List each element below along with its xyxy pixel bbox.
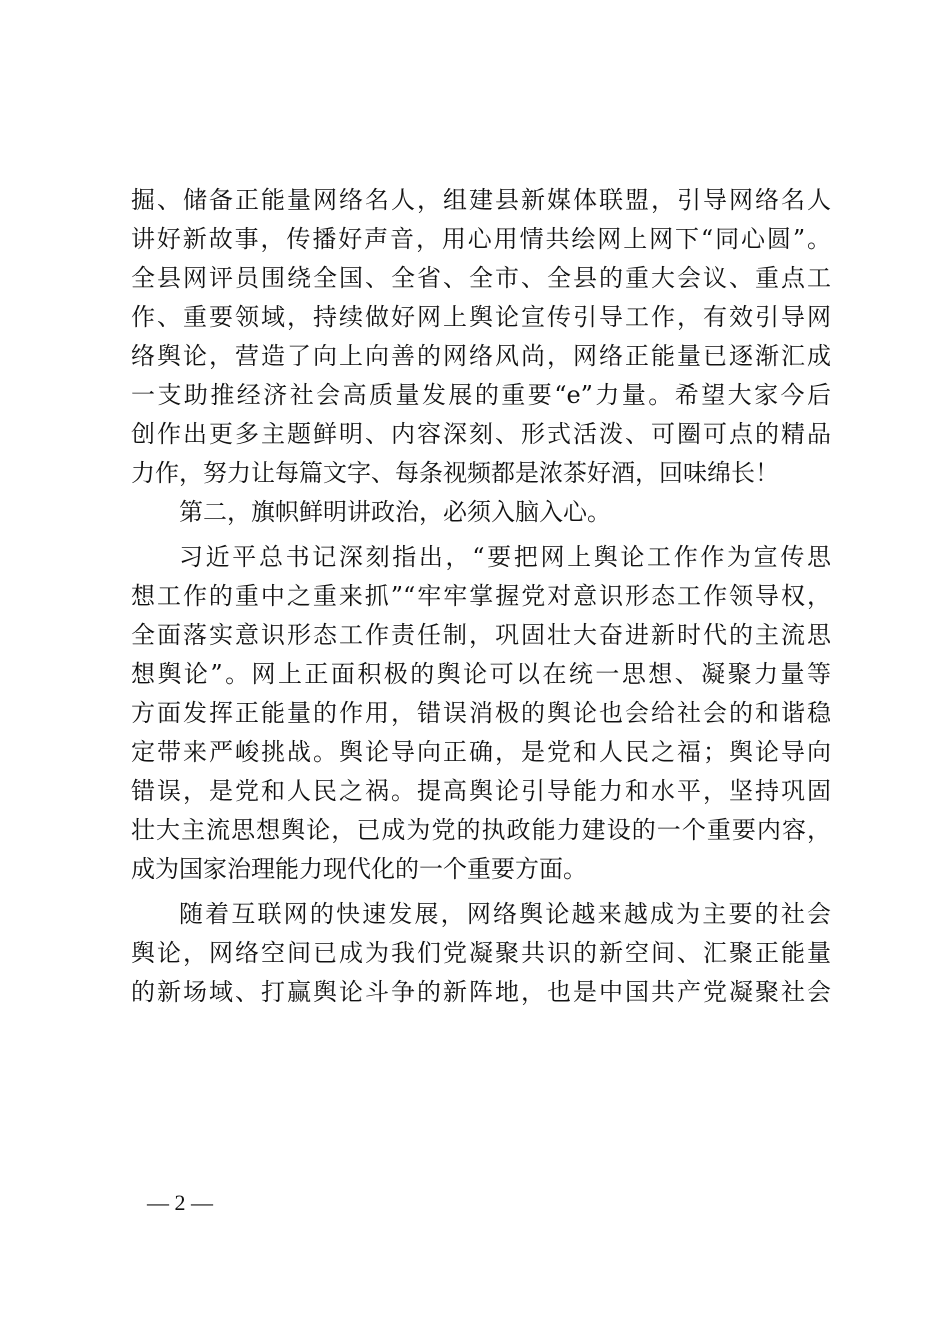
paragraph-continuation — [131, 181, 831, 493]
text-line: 成为国家治理能力现代化的一个重要方面。 — [131, 855, 587, 883]
text-line: 定带来严峻挑战。舆论导向正确，是党和人民之福；舆论导向 — [131, 738, 831, 766]
page-number: — 2 — — [147, 1190, 213, 1215]
body-text — [131, 181, 831, 1012]
text-line: 一支助推经济社会高质量发展的重要“e”力量。希望大家今后 — [131, 381, 831, 409]
text-line: 全面落实意识形态工作责任制，巩固壮大奋进新时代的主流思 — [131, 621, 831, 649]
text-line: 随着互联网的快速发展，网络舆论越来越成为主要的社会 — [179, 900, 831, 928]
text-line: 想舆论”。网上正面积极的舆论可以在统一思想、凝聚力量等 — [131, 660, 831, 688]
text-line: 讲好新故事，传播好声音，用心用情共绘网上网下“同心圆”。 — [131, 225, 831, 253]
text-line: 作、重要领域，持续做好网上舆论宣传引导工作，有效引导网 — [131, 303, 831, 331]
text-line: 壮大主流思想舆论，已成为党的执政能力建设的一个重要内容， — [131, 816, 831, 844]
text-line: 全县网评员围绕全国、全省、全市、全县的重大会议、重点工 — [131, 264, 831, 292]
text-line: 创作出更多主题鲜明、内容深刻、形式活泼、可圈可点的精品 — [131, 420, 831, 448]
text-line: 想工作的重中之重来抓”“牢牢掌握党对意识形态工作领导权， — [131, 582, 831, 610]
text-line: 力作，努力让每篇文字、每条视频都是浓茶好酒，回味绵长！ — [131, 459, 779, 487]
text-line: 的新场域、打赢舆论斗争的新阵地，也是中国共产党凝聚社会 — [131, 978, 831, 1006]
text-line: 习近平总书记深刻指出，“要把网上舆论工作作为宣传思 — [179, 543, 831, 571]
text-line: 方面发挥正能量的作用，错误消极的舆论也会给社会的和谐稳 — [131, 699, 831, 727]
text-line: 络舆论，营造了向上向善的网络风尚，网络正能量已逐渐汇成 — [131, 342, 831, 370]
paragraph — [131, 895, 831, 1012]
section-heading — [131, 493, 831, 532]
paragraph — [131, 538, 831, 889]
text-line: 掘、储备正能量网络名人，组建县新媒体联盟，引导网络名人 — [131, 186, 831, 214]
text-line: 舆论，网络空间已成为我们党凝聚共识的新空间、汇聚正能量 — [131, 939, 831, 967]
text-line: 错误，是党和人民之祸。提高舆论引导能力和水平，坚持巩固 — [131, 777, 831, 805]
text-line: 第二，旗帜鲜明讲政治，必须入脑入心。 — [179, 498, 611, 526]
